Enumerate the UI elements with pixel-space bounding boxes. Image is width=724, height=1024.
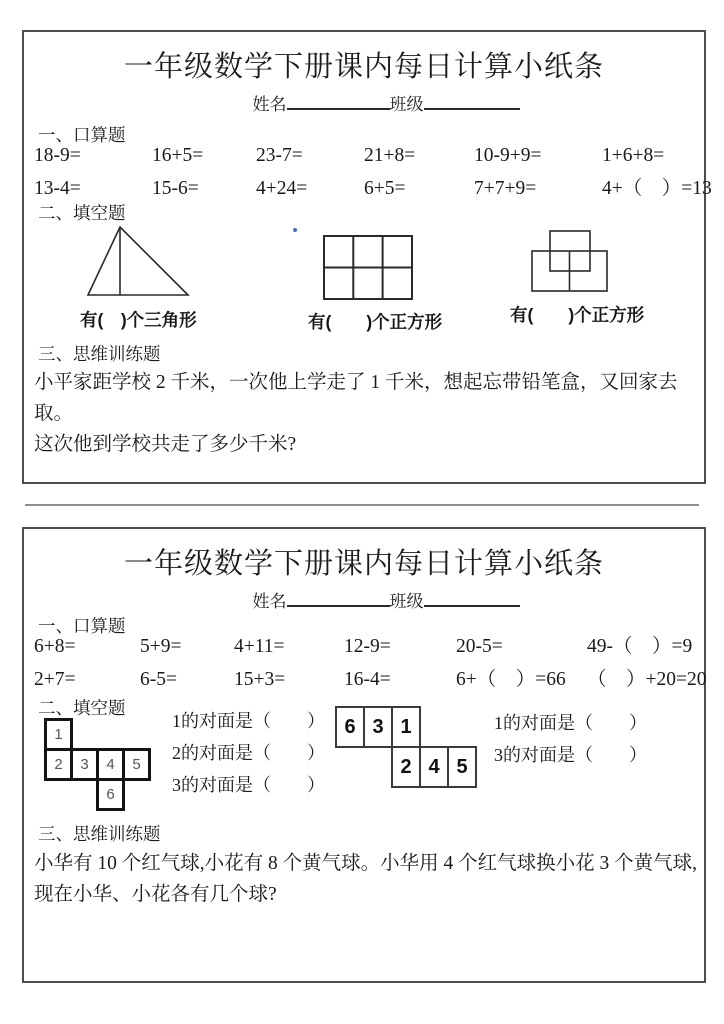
triangle-figure-caption: 有( )个三角形 [80, 310, 197, 330]
name-class-line [68, 90, 704, 115]
net-cell: 1 [391, 706, 421, 748]
equation: 1+6+8= [602, 145, 665, 166]
net-cell: 6 [335, 706, 365, 748]
equation: 6-5= [140, 669, 177, 690]
word-problem-line: 小华有 10 个红气球,小花有 8 个黄气球。小华用 4 个红气球换小花 3 个黄气球, [34, 853, 698, 874]
net-cell: 4 [419, 746, 449, 788]
net-right-questions [494, 707, 647, 771]
equation: 2+7= [34, 669, 76, 690]
triangle-figure [80, 224, 196, 332]
triangle-with-altitude-icon [85, 224, 191, 298]
name-class-line [68, 587, 704, 612]
overlapping-squares-figure [510, 230, 645, 327]
name-label: 姓名 [252, 95, 287, 114]
word-problem-line: 这次他到学校共走了多少千米? [34, 434, 297, 455]
net-cell: 3 [70, 748, 99, 781]
word-problem [34, 848, 698, 910]
class-blank-field [424, 590, 520, 607]
net-cell: 2 [391, 746, 421, 788]
oral-problems-grid [34, 144, 712, 201]
worksheet-1 [22, 30, 712, 484]
equation: 23-7= [256, 145, 303, 166]
equation: （ ）+20=20 [587, 669, 707, 690]
oral-section-heading: 一、口算题 [38, 616, 126, 636]
oral-section-heading: 一、口算题 [38, 125, 126, 145]
net-cell: 5 [447, 746, 477, 788]
class-label: 班级 [389, 592, 424, 611]
net-question: 3的对面是（ ） [172, 775, 325, 795]
equation: 10-9+9= [474, 145, 542, 166]
equation: 6+8= [34, 636, 76, 657]
equation: 49-（ ）=9 [587, 636, 693, 657]
cube-net-figure-left [44, 718, 154, 814]
square-grid-figure-caption: 有( )个正方形 [308, 312, 443, 332]
name-label: 姓名 [252, 592, 287, 611]
equation: 12-9= [344, 636, 391, 657]
net-cell: 6 [96, 778, 125, 811]
equation: 7+7+9= [474, 178, 537, 199]
net-cell: 2 [44, 748, 73, 781]
class-label: 班级 [389, 95, 424, 114]
equation: 5+9= [140, 636, 182, 657]
net-question: 3的对面是（ ） [494, 745, 647, 765]
equation: 21+8= [364, 145, 416, 166]
class-blank-field [424, 93, 520, 110]
equation: 6+（ ）=66 [456, 669, 566, 690]
equation: 4+24= [256, 178, 308, 199]
name-blank-field [287, 590, 390, 607]
equation: 13-4= [34, 178, 81, 199]
equation: 4+11= [234, 636, 285, 657]
net-question: 2的对面是（ ） [172, 743, 325, 763]
equation: 15+3= [234, 669, 286, 690]
word-problem-line: 小平家距学校 2 千米，一次他上学走了 1 千米，想起忘带铅笔盒，又回家去取。 [34, 372, 678, 424]
net-cell: 4 [96, 748, 125, 781]
overlapping-squares-figure-caption: 有( )个正方形 [510, 305, 645, 325]
net-cell: 1 [44, 718, 73, 751]
equation: 6+5= [364, 178, 406, 199]
page-title: 一年级数学下册课内每日计算小纸条 [123, 51, 604, 83]
separator-line [25, 504, 699, 506]
square-grid-figure [308, 235, 443, 334]
thinking-section-heading: 三、思维训练题 [38, 824, 161, 844]
equation: 20-5= [456, 636, 503, 657]
net-cell: 5 [122, 748, 151, 781]
equation: 16+5= [152, 145, 204, 166]
overlapping-squares-icon [531, 230, 609, 293]
fill-section-heading: 二、填空题 [38, 203, 126, 223]
word-problem [34, 367, 698, 460]
square-grid-icon [323, 235, 413, 300]
equation: 15-6= [152, 178, 199, 199]
page-title: 一年级数学下册课内每日计算小纸条 [123, 548, 604, 580]
fill-section-heading: 二、填空题 [38, 698, 126, 718]
net-question: 1的对面是（ ） [172, 711, 325, 731]
oral-problems-grid [34, 635, 707, 692]
net-question: 1的对面是（ ） [494, 713, 647, 733]
net-cell: 3 [363, 706, 393, 748]
equation: 18-9= [34, 145, 81, 166]
thinking-section-heading: 三、思维训练题 [38, 344, 161, 364]
equation: 4+（ ）=13 [602, 178, 712, 199]
name-blank-field [287, 93, 390, 110]
word-problem-line: 现在小华、小花各有几个球? [34, 884, 277, 905]
stray-ink-dot [293, 228, 297, 232]
cube-net-figure-right [335, 706, 485, 790]
net-left-questions [172, 705, 325, 801]
worksheet-2 [22, 527, 706, 983]
equation: 16-4= [344, 669, 391, 690]
